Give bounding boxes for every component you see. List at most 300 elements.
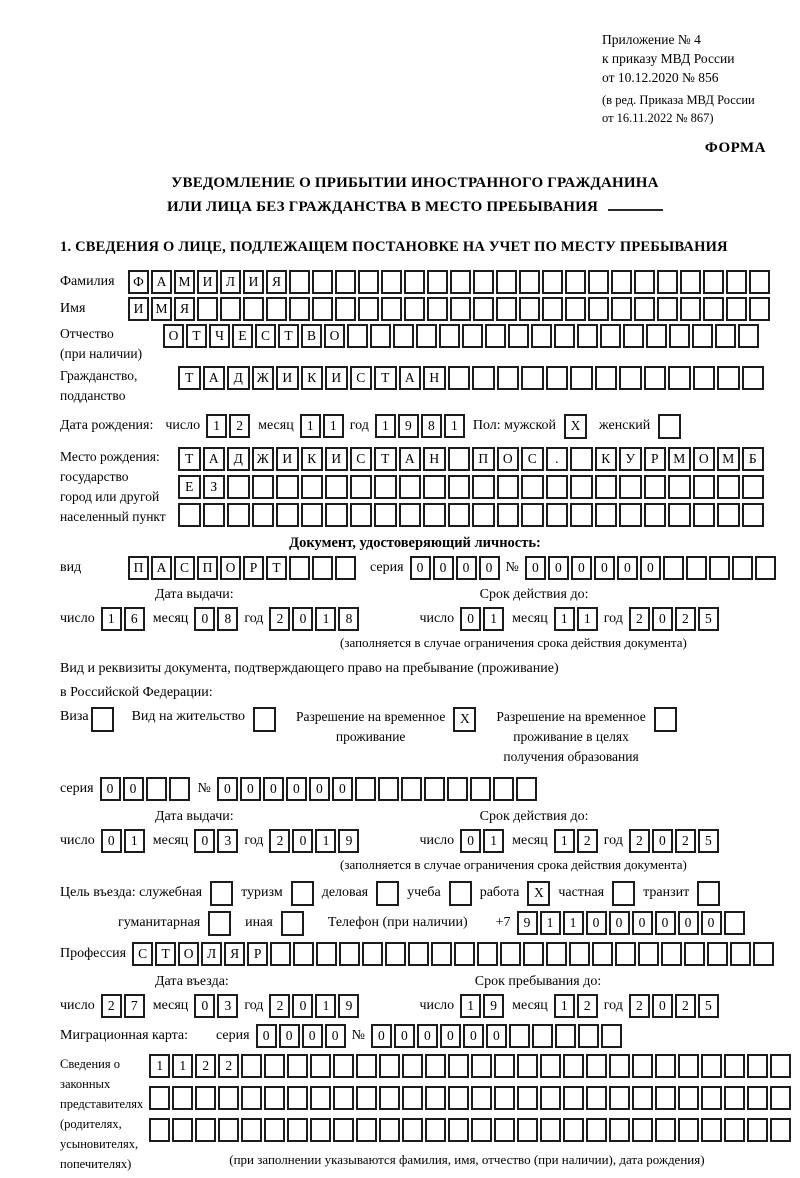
representatives-line1-cell-8[interactable] <box>310 1054 331 1078</box>
permit-expiry-day-cell-1[interactable]: 0 <box>460 829 481 853</box>
doc-issue-month-cell-1[interactable]: 0 <box>194 607 215 631</box>
permit-issue-year-cell-3[interactable]: 1 <box>315 829 336 853</box>
citizenship-cell-6[interactable]: К <box>301 366 324 390</box>
surname-cell-27[interactable] <box>726 270 747 294</box>
firstname-cell-1[interactable]: И <box>128 297 149 321</box>
birthplace-city-line-cell-13[interactable] <box>472 503 495 527</box>
doc-type-cell-7[interactable]: Т <box>266 556 287 580</box>
purpose-humanitarian-checkbox[interactable] <box>208 911 231 936</box>
doc-expiry-year-cell-2[interactable]: 0 <box>652 607 673 631</box>
doc-number-cell-6[interactable]: 0 <box>640 556 661 580</box>
patronymic-cell-14[interactable] <box>462 324 483 348</box>
representatives-line3-cell-27[interactable] <box>747 1118 768 1142</box>
stay-day-cell-2[interactable]: 9 <box>483 994 504 1018</box>
birthplace-city-line-cell-10[interactable] <box>399 503 422 527</box>
profession-cell-1[interactable]: С <box>132 942 153 966</box>
birthplace-city-line-cell-2[interactable] <box>203 503 226 527</box>
firstname-cell-10[interactable] <box>335 297 356 321</box>
representatives-line1-cell-6[interactable] <box>264 1054 285 1078</box>
permit-number-cell-9[interactable] <box>401 777 422 801</box>
doc-issue-year-cell-3[interactable]: 1 <box>315 607 336 631</box>
patronymic-cell-23[interactable] <box>669 324 690 348</box>
representatives-line2-cell-22[interactable] <box>632 1086 653 1110</box>
citizenship-cell-9[interactable]: Т <box>374 366 397 390</box>
representatives-line3-cell-2[interactable] <box>172 1118 193 1142</box>
representatives-line3-cell-20[interactable] <box>586 1118 607 1142</box>
firstname-cell-15[interactable] <box>450 297 471 321</box>
patronymic-cell-2[interactable]: Т <box>186 324 207 348</box>
phone-cell-10[interactable] <box>724 911 745 935</box>
doc-issue-year-cell-1[interactable]: 2 <box>269 607 290 631</box>
birthplace-country-line2-cell-24[interactable] <box>742 475 765 499</box>
birthplace-city-line-cell-16[interactable] <box>546 503 569 527</box>
profession-cell-9[interactable] <box>316 942 337 966</box>
representatives-line1-cell-3[interactable]: 2 <box>195 1054 216 1078</box>
representatives-line1-cell-25[interactable] <box>701 1054 722 1078</box>
doc-number-cell-8[interactable] <box>686 556 707 580</box>
birthplace-country-line2-cell-17[interactable] <box>570 475 593 499</box>
firstname-cell-24[interactable] <box>657 297 678 321</box>
birthplace-country-line2-cell-15[interactable] <box>521 475 544 499</box>
stay-year-cell-1[interactable]: 2 <box>629 994 650 1018</box>
birth-month-cell-2[interactable]: 1 <box>323 414 344 438</box>
representatives-line2-cell-13[interactable] <box>425 1086 446 1110</box>
phone-cell-9[interactable]: 0 <box>701 911 722 935</box>
representatives-line3-cell-7[interactable] <box>287 1118 308 1142</box>
citizenship-cell-17[interactable] <box>570 366 593 390</box>
patronymic-cell-21[interactable] <box>623 324 644 348</box>
doc-series-cell-2[interactable]: 0 <box>433 556 454 580</box>
stay-year-cell-4[interactable]: 5 <box>698 994 719 1018</box>
representatives-line3-cell-28[interactable] <box>770 1118 791 1142</box>
migration-card-series-cell-4[interactable]: 0 <box>325 1024 346 1048</box>
surname-cell-4[interactable]: И <box>197 270 218 294</box>
citizenship-cell-11[interactable]: Н <box>423 366 446 390</box>
representatives-line1-cell-1[interactable]: 1 <box>149 1054 170 1078</box>
migration-card-number-cell-4[interactable]: 0 <box>440 1024 461 1048</box>
permit-number-cell-4[interactable]: 0 <box>286 777 307 801</box>
birthplace-country-line1-cell-13[interactable]: П <box>472 447 495 471</box>
patronymic-cell-17[interactable] <box>531 324 552 348</box>
firstname-cell-16[interactable] <box>473 297 494 321</box>
firstname-cell-18[interactable] <box>519 297 540 321</box>
citizenship-cell-18[interactable] <box>595 366 618 390</box>
surname-cell-6[interactable]: И <box>243 270 264 294</box>
birthplace-country-line2-cell-14[interactable] <box>497 475 520 499</box>
birthplace-country-line2-cell-18[interactable] <box>595 475 618 499</box>
firstname-cell-2[interactable]: М <box>151 297 172 321</box>
migration-card-number-cell-10[interactable] <box>578 1024 599 1048</box>
migration-card-number-cell-1[interactable]: 0 <box>371 1024 392 1048</box>
gender-male-checkbox[interactable]: X <box>564 414 587 439</box>
migration-card-number-cell-11[interactable] <box>601 1024 622 1048</box>
purpose-private-checkbox[interactable] <box>612 881 635 906</box>
doc-number-cell-1[interactable]: 0 <box>525 556 546 580</box>
surname-cell-28[interactable] <box>749 270 770 294</box>
entry-month-cell-1[interactable]: 0 <box>194 994 215 1018</box>
firstname-cell-17[interactable] <box>496 297 517 321</box>
citizenship-cell-24[interactable] <box>742 366 765 390</box>
temp-residence-checkbox[interactable]: X <box>453 707 476 732</box>
doc-number-cell-4[interactable]: 0 <box>594 556 615 580</box>
citizenship-cell-19[interactable] <box>619 366 642 390</box>
representatives-line1-cell-11[interactable] <box>379 1054 400 1078</box>
birthplace-country-line1-cell-8[interactable]: С <box>350 447 373 471</box>
permit-number-cell-7[interactable] <box>355 777 376 801</box>
citizenship-cell-7[interactable]: И <box>325 366 348 390</box>
representatives-line2-cell-19[interactable] <box>563 1086 584 1110</box>
permit-series-cell-2[interactable]: 0 <box>123 777 144 801</box>
birth-day-cell-2[interactable]: 2 <box>229 414 250 438</box>
patronymic-cell-10[interactable] <box>370 324 391 348</box>
surname-cell-26[interactable] <box>703 270 724 294</box>
birthplace-country-line1-cell-17[interactable] <box>570 447 593 471</box>
citizenship-cell-23[interactable] <box>717 366 740 390</box>
patronymic-cell-1[interactable]: О <box>163 324 184 348</box>
patronymic-cell-18[interactable] <box>554 324 575 348</box>
patronymic-cell-25[interactable] <box>715 324 736 348</box>
doc-expiry-day-cell-2[interactable]: 1 <box>483 607 504 631</box>
permit-expiry-year-cell-3[interactable]: 2 <box>675 829 696 853</box>
firstname-cell-9[interactable] <box>312 297 333 321</box>
representatives-line1-cell-26[interactable] <box>724 1054 745 1078</box>
migration-card-number-cell-7[interactable] <box>509 1024 530 1048</box>
representatives-line3-cell-1[interactable] <box>149 1118 170 1142</box>
representatives-line3-cell-6[interactable] <box>264 1118 285 1142</box>
phone-cell-6[interactable]: 0 <box>632 911 653 935</box>
representatives-line1-cell-18[interactable] <box>540 1054 561 1078</box>
phone-cell-3[interactable]: 1 <box>563 911 584 935</box>
birthplace-country-line2-cell-2[interactable]: З <box>203 475 226 499</box>
representatives-line1-cell-7[interactable] <box>287 1054 308 1078</box>
doc-type-cell-4[interactable]: П <box>197 556 218 580</box>
representatives-line3-cell-3[interactable] <box>195 1118 216 1142</box>
birthplace-country-line2-cell-23[interactable] <box>717 475 740 499</box>
representatives-line3-cell-24[interactable] <box>678 1118 699 1142</box>
surname-cell-14[interactable] <box>427 270 448 294</box>
birthplace-country-line2-cell-19[interactable] <box>619 475 642 499</box>
representatives-line3-cell-14[interactable] <box>448 1118 469 1142</box>
phone-cell-7[interactable]: 0 <box>655 911 676 935</box>
phone-cell-1[interactable]: 9 <box>517 911 538 935</box>
doc-type-cell-6[interactable]: Р <box>243 556 264 580</box>
representatives-line2-cell-25[interactable] <box>701 1086 722 1110</box>
firstname-cell-21[interactable] <box>588 297 609 321</box>
doc-expiry-year-cell-4[interactable]: 5 <box>698 607 719 631</box>
profession-cell-3[interactable]: О <box>178 942 199 966</box>
representatives-line3-cell-16[interactable] <box>494 1118 515 1142</box>
profession-cell-8[interactable] <box>293 942 314 966</box>
patronymic-cell-22[interactable] <box>646 324 667 348</box>
birthplace-city-line-cell-4[interactable] <box>252 503 275 527</box>
firstname-cell-25[interactable] <box>680 297 701 321</box>
firstname-cell-5[interactable] <box>220 297 241 321</box>
representatives-line1-cell-22[interactable] <box>632 1054 653 1078</box>
representatives-line3-cell-8[interactable] <box>310 1118 331 1142</box>
birthplace-city-line-cell-3[interactable] <box>227 503 250 527</box>
patronymic-cell-8[interactable]: О <box>324 324 345 348</box>
birthplace-country-line2-cell-4[interactable] <box>252 475 275 499</box>
representatives-line2-cell-27[interactable] <box>747 1086 768 1110</box>
birthplace-city-line-cell-9[interactable] <box>374 503 397 527</box>
permit-number-cell-13[interactable] <box>493 777 514 801</box>
representatives-line3-cell-11[interactable] <box>379 1118 400 1142</box>
surname-cell-11[interactable] <box>358 270 379 294</box>
birthplace-country-line1-cell-20[interactable]: Р <box>644 447 667 471</box>
representatives-line2-cell-20[interactable] <box>586 1086 607 1110</box>
representatives-line1-cell-19[interactable] <box>563 1054 584 1078</box>
purpose-official-checkbox[interactable] <box>210 881 233 906</box>
profession-cell-19[interactable] <box>546 942 567 966</box>
birthplace-country-line1-cell-1[interactable]: Т <box>178 447 201 471</box>
representatives-line3-cell-25[interactable] <box>701 1118 722 1142</box>
surname-cell-9[interactable] <box>312 270 333 294</box>
purpose-tourism-checkbox[interactable] <box>291 881 314 906</box>
profession-cell-16[interactable] <box>477 942 498 966</box>
permit-number-cell-3[interactable]: 0 <box>263 777 284 801</box>
doc-series-cell-4[interactable]: 0 <box>479 556 500 580</box>
representatives-line1-cell-5[interactable] <box>241 1054 262 1078</box>
surname-cell-22[interactable] <box>611 270 632 294</box>
representatives-line1-cell-13[interactable] <box>425 1054 446 1078</box>
patronymic-cell-24[interactable] <box>692 324 713 348</box>
representatives-line1-cell-21[interactable] <box>609 1054 630 1078</box>
profession-cell-17[interactable] <box>500 942 521 966</box>
representatives-line2-cell-23[interactable] <box>655 1086 676 1110</box>
entry-year-cell-2[interactable]: 0 <box>292 994 313 1018</box>
doc-expiry-month-cell-2[interactable]: 1 <box>577 607 598 631</box>
birthplace-country-line2-cell-6[interactable] <box>301 475 324 499</box>
surname-cell-5[interactable]: Л <box>220 270 241 294</box>
doc-issue-day-cell-1[interactable]: 1 <box>101 607 122 631</box>
patronymic-cell-7[interactable]: В <box>301 324 322 348</box>
doc-expiry-year-cell-1[interactable]: 2 <box>629 607 650 631</box>
citizenship-cell-4[interactable]: Ж <box>252 366 275 390</box>
firstname-cell-28[interactable] <box>749 297 770 321</box>
birthplace-country-line1-cell-11[interactable]: Н <box>423 447 446 471</box>
permit-expiry-year-cell-4[interactable]: 5 <box>698 829 719 853</box>
phone-cell-4[interactable]: 0 <box>586 911 607 935</box>
doc-series-cell-3[interactable]: 0 <box>456 556 477 580</box>
birthplace-country-line2-cell-22[interactable] <box>693 475 716 499</box>
birthplace-country-line1-cell-4[interactable]: Ж <box>252 447 275 471</box>
profession-cell-27[interactable] <box>730 942 751 966</box>
patronymic-cell-15[interactable] <box>485 324 506 348</box>
firstname-cell-7[interactable] <box>266 297 287 321</box>
doc-type-cell-10[interactable] <box>335 556 356 580</box>
representatives-line1-cell-23[interactable] <box>655 1054 676 1078</box>
representatives-line3-cell-10[interactable] <box>356 1118 377 1142</box>
birthplace-country-line1-cell-18[interactable]: К <box>595 447 618 471</box>
representatives-line2-cell-5[interactable] <box>241 1086 262 1110</box>
birthplace-country-line1-cell-6[interactable]: К <box>301 447 324 471</box>
purpose-other-checkbox[interactable] <box>281 911 304 936</box>
representatives-line3-cell-13[interactable] <box>425 1118 446 1142</box>
birthplace-country-line2-cell-10[interactable] <box>399 475 422 499</box>
doc-issue-year-cell-2[interactable]: 0 <box>292 607 313 631</box>
doc-type-cell-5[interactable]: О <box>220 556 241 580</box>
migration-card-number-cell-8[interactable] <box>532 1024 553 1048</box>
representatives-line2-cell-24[interactable] <box>678 1086 699 1110</box>
representatives-line3-cell-19[interactable] <box>563 1118 584 1142</box>
migration-card-series-cell-1[interactable]: 0 <box>256 1024 277 1048</box>
permit-issue-month-cell-2[interactable]: 3 <box>217 829 238 853</box>
permit-expiry-day-cell-2[interactable]: 1 <box>483 829 504 853</box>
birthplace-country-line2-cell-12[interactable] <box>448 475 471 499</box>
doc-issue-day-cell-2[interactable]: 6 <box>124 607 145 631</box>
permit-series-cell-4[interactable] <box>169 777 190 801</box>
birthplace-country-line2-cell-20[interactable] <box>644 475 667 499</box>
birthplace-city-line-cell-14[interactable] <box>497 503 520 527</box>
permit-number-cell-14[interactable] <box>516 777 537 801</box>
birthplace-country-line1-cell-10[interactable]: А <box>399 447 422 471</box>
birthplace-city-line-cell-8[interactable] <box>350 503 373 527</box>
representatives-line3-cell-15[interactable] <box>471 1118 492 1142</box>
birthplace-country-line2-cell-9[interactable] <box>374 475 397 499</box>
profession-cell-15[interactable] <box>454 942 475 966</box>
birthplace-city-line-cell-17[interactable] <box>570 503 593 527</box>
birthplace-country-line2-cell-13[interactable] <box>472 475 495 499</box>
birth-year-cell-4[interactable]: 1 <box>444 414 465 438</box>
surname-cell-7[interactable]: Я <box>266 270 287 294</box>
profession-cell-6[interactable]: Р <box>247 942 268 966</box>
surname-cell-15[interactable] <box>450 270 471 294</box>
surname-cell-13[interactable] <box>404 270 425 294</box>
representatives-line2-cell-9[interactable] <box>333 1086 354 1110</box>
doc-type-cell-3[interactable]: С <box>174 556 195 580</box>
surname-cell-24[interactable] <box>657 270 678 294</box>
purpose-business-checkbox[interactable] <box>376 881 399 906</box>
profession-cell-5[interactable]: Я <box>224 942 245 966</box>
doc-series-cell-1[interactable]: 0 <box>410 556 431 580</box>
birthplace-country-line1-cell-15[interactable]: С <box>521 447 544 471</box>
permit-number-cell-6[interactable]: 0 <box>332 777 353 801</box>
representatives-line1-cell-14[interactable] <box>448 1054 469 1078</box>
birthplace-city-line-cell-24[interactable] <box>742 503 765 527</box>
representatives-line2-cell-2[interactable] <box>172 1086 193 1110</box>
birthplace-city-line-cell-21[interactable] <box>668 503 691 527</box>
firstname-cell-27[interactable] <box>726 297 747 321</box>
representatives-line2-cell-10[interactable] <box>356 1086 377 1110</box>
birthplace-country-line1-cell-2[interactable]: А <box>203 447 226 471</box>
firstname-cell-22[interactable] <box>611 297 632 321</box>
citizenship-cell-20[interactable] <box>644 366 667 390</box>
permit-expiry-year-cell-2[interactable]: 0 <box>652 829 673 853</box>
migration-card-number-cell-3[interactable]: 0 <box>417 1024 438 1048</box>
birthplace-country-line2-cell-8[interactable] <box>350 475 373 499</box>
representatives-line3-cell-21[interactable] <box>609 1118 630 1142</box>
permit-number-cell-12[interactable] <box>470 777 491 801</box>
patronymic-cell-6[interactable]: Т <box>278 324 299 348</box>
birthplace-city-line-cell-19[interactable] <box>619 503 642 527</box>
citizenship-cell-16[interactable] <box>546 366 569 390</box>
representatives-line1-cell-4[interactable]: 2 <box>218 1054 239 1078</box>
permit-number-cell-10[interactable] <box>424 777 445 801</box>
citizenship-cell-10[interactable]: А <box>399 366 422 390</box>
permit-issue-day-cell-2[interactable]: 1 <box>124 829 145 853</box>
profession-cell-7[interactable] <box>270 942 291 966</box>
surname-cell-20[interactable] <box>565 270 586 294</box>
citizenship-cell-15[interactable] <box>521 366 544 390</box>
patronymic-cell-13[interactable] <box>439 324 460 348</box>
profession-cell-28[interactable] <box>753 942 774 966</box>
surname-cell-3[interactable]: М <box>174 270 195 294</box>
birthplace-country-line1-cell-7[interactable]: И <box>325 447 348 471</box>
birthplace-country-line1-cell-24[interactable]: Б <box>742 447 765 471</box>
stay-month-cell-1[interactable]: 1 <box>554 994 575 1018</box>
representatives-line3-cell-12[interactable] <box>402 1118 423 1142</box>
firstname-cell-4[interactable] <box>197 297 218 321</box>
citizenship-cell-12[interactable] <box>448 366 471 390</box>
birthplace-city-line-cell-6[interactable] <box>301 503 324 527</box>
surname-cell-17[interactable] <box>496 270 517 294</box>
firstname-cell-8[interactable] <box>289 297 310 321</box>
birthplace-country-line2-cell-11[interactable] <box>423 475 446 499</box>
birthplace-city-line-cell-12[interactable] <box>448 503 471 527</box>
doc-type-cell-9[interactable] <box>312 556 333 580</box>
citizenship-cell-22[interactable] <box>693 366 716 390</box>
birthplace-country-line2-cell-21[interactable] <box>668 475 691 499</box>
patronymic-cell-20[interactable] <box>600 324 621 348</box>
stay-year-cell-3[interactable]: 2 <box>675 994 696 1018</box>
profession-cell-24[interactable] <box>661 942 682 966</box>
birth-month-cell-1[interactable]: 1 <box>300 414 321 438</box>
representatives-line3-cell-17[interactable] <box>517 1118 538 1142</box>
representatives-line3-cell-26[interactable] <box>724 1118 745 1142</box>
migration-card-number-cell-5[interactable]: 0 <box>463 1024 484 1048</box>
birthplace-country-line2-cell-7[interactable] <box>325 475 348 499</box>
representatives-line3-cell-23[interactable] <box>655 1118 676 1142</box>
doc-type-cell-2[interactable]: А <box>151 556 172 580</box>
doc-number-cell-10[interactable] <box>732 556 753 580</box>
doc-number-cell-2[interactable]: 0 <box>548 556 569 580</box>
doc-expiry-year-cell-3[interactable]: 2 <box>675 607 696 631</box>
visa-checkbox[interactable] <box>91 707 114 732</box>
stay-year-cell-2[interactable]: 0 <box>652 994 673 1018</box>
residence-permit-checkbox[interactable] <box>253 707 276 732</box>
surname-cell-19[interactable] <box>542 270 563 294</box>
profession-cell-10[interactable] <box>339 942 360 966</box>
representatives-line2-cell-3[interactable] <box>195 1086 216 1110</box>
surname-cell-12[interactable] <box>381 270 402 294</box>
birthplace-city-line-cell-5[interactable] <box>276 503 299 527</box>
temp-residence-edu-checkbox[interactable] <box>654 707 677 732</box>
representatives-line1-cell-15[interactable] <box>471 1054 492 1078</box>
citizenship-cell-5[interactable]: И <box>276 366 299 390</box>
profession-cell-2[interactable]: Т <box>155 942 176 966</box>
patronymic-cell-12[interactable] <box>416 324 437 348</box>
representatives-line2-cell-26[interactable] <box>724 1086 745 1110</box>
birthplace-city-line-cell-15[interactable] <box>521 503 544 527</box>
permit-issue-month-cell-1[interactable]: 0 <box>194 829 215 853</box>
profession-cell-25[interactable] <box>684 942 705 966</box>
profession-cell-26[interactable] <box>707 942 728 966</box>
representatives-line1-cell-9[interactable] <box>333 1054 354 1078</box>
birthplace-country-line1-cell-12[interactable] <box>448 447 471 471</box>
representatives-line1-cell-10[interactable] <box>356 1054 377 1078</box>
surname-cell-23[interactable] <box>634 270 655 294</box>
entry-month-cell-2[interactable]: 3 <box>217 994 238 1018</box>
representatives-line1-cell-12[interactable] <box>402 1054 423 1078</box>
profession-cell-12[interactable] <box>385 942 406 966</box>
doc-expiry-day-cell-1[interactable]: 0 <box>460 607 481 631</box>
permit-number-cell-11[interactable] <box>447 777 468 801</box>
migration-card-series-cell-2[interactable]: 0 <box>279 1024 300 1048</box>
permit-issue-day-cell-1[interactable]: 0 <box>101 829 122 853</box>
birth-year-cell-2[interactable]: 9 <box>398 414 419 438</box>
patronymic-cell-16[interactable] <box>508 324 529 348</box>
profession-cell-14[interactable] <box>431 942 452 966</box>
